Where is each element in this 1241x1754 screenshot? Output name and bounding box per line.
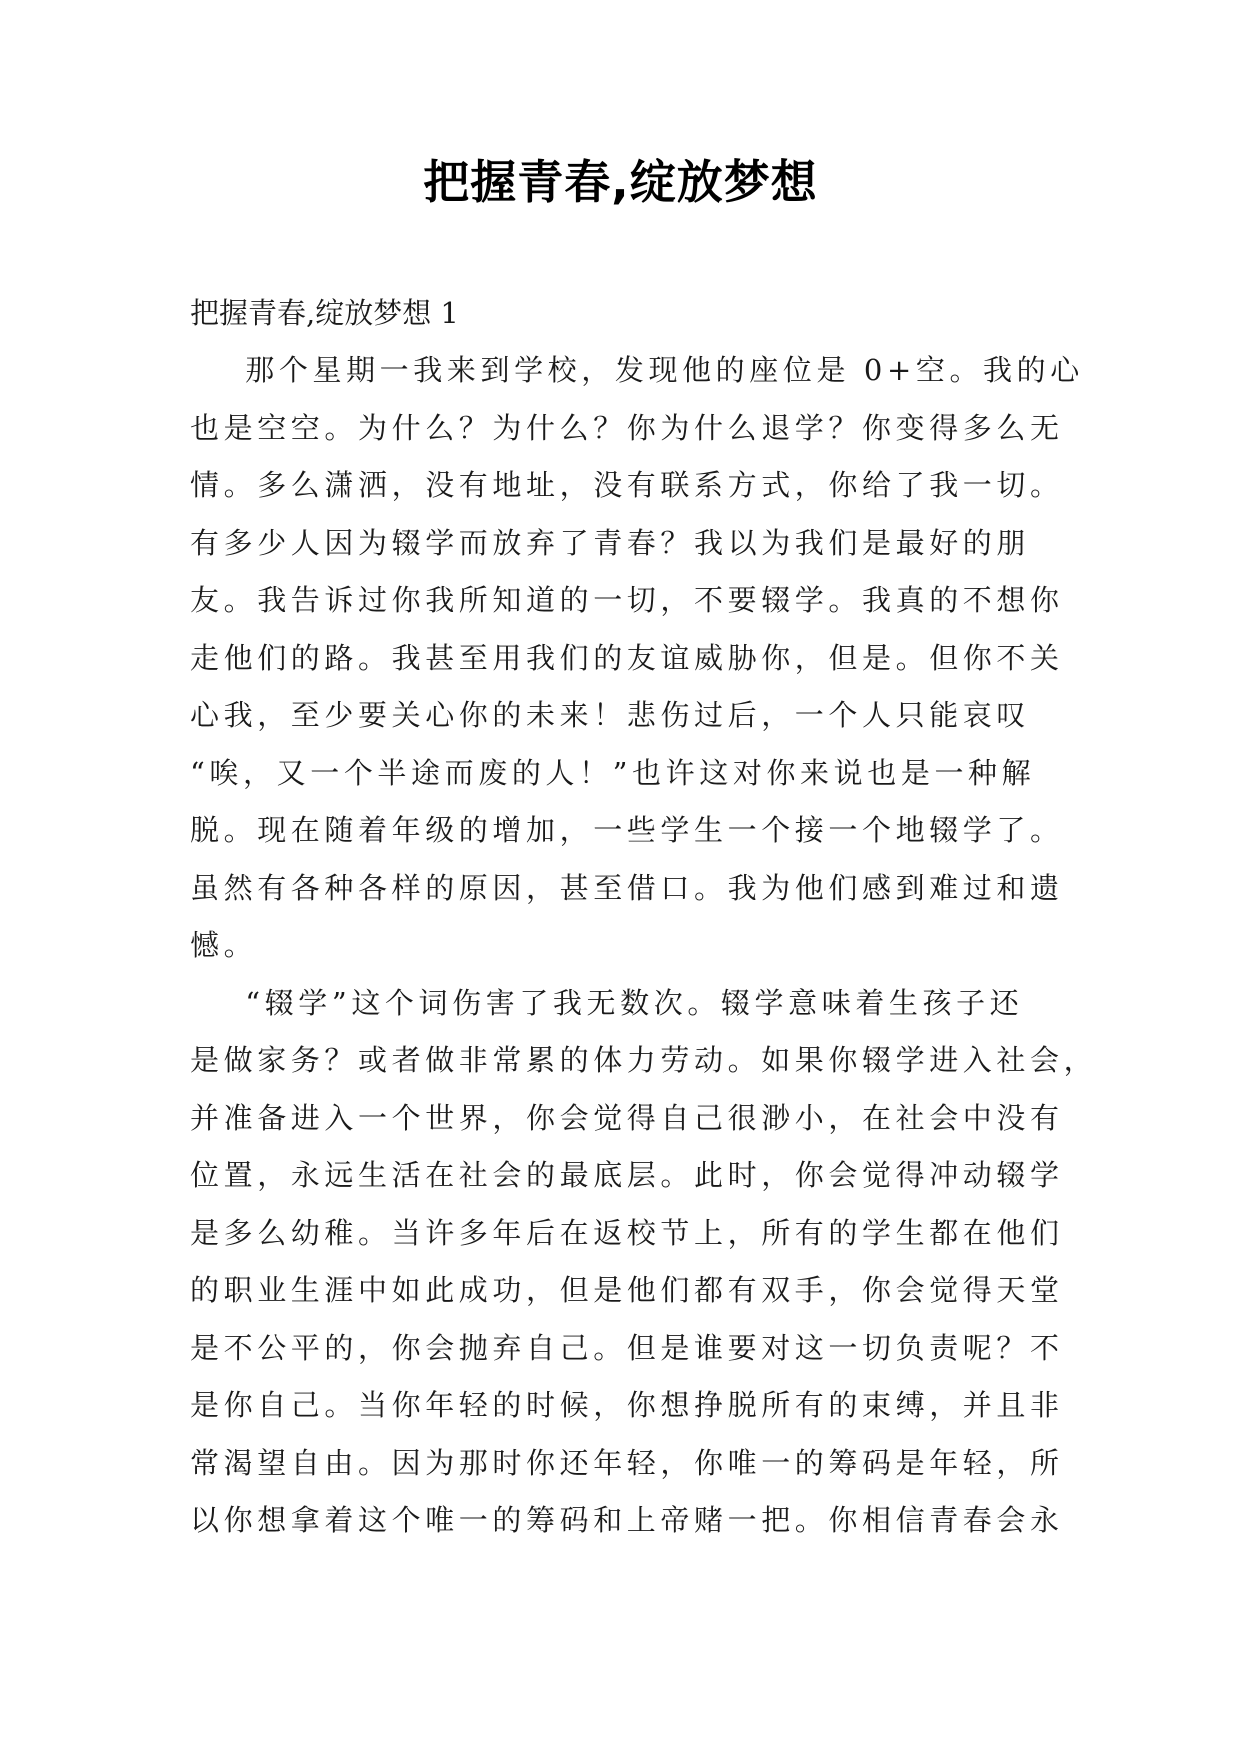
text-line: 是你自己。当你年轻的时候，你想挣脱所有的束缚，并且非 (190, 1388, 1064, 1422)
text-line: 是不公平的，你会抛弃自己。但是谁要对这一切负责呢？不 (190, 1330, 1064, 1365)
section-heading: 把握青春,绽放梦想 1 (190, 296, 459, 330)
text-line: 是做家务？或者做非常累的体力劳动。如果你辍学进入社会， (190, 1043, 1098, 1077)
text-line: 常渴望自由。因为那时你还年轻，你唯一的筹码是年轻，所 (190, 1445, 1064, 1480)
text-line: 憾。 (190, 928, 258, 962)
text-line: 那个星期一我来到学校，发现他的座位是 0+空。我的心 (190, 353, 1084, 387)
text-line: 心我，至少要关心你的未来！悲伤过后，一个人只能哀叹 (190, 698, 1031, 732)
text-line: 脱。现在随着年级的增加，一些学生一个接一个地辍学了。 (190, 813, 1064, 847)
text-line: 并准备进入一个世界，你会觉得自己很渺小，在社会中没有 (190, 1100, 1064, 1135)
text-line: 走他们的路。我甚至用我们的友谊威胁你，但是。但你不关 (190, 640, 1064, 675)
paragraph-1 (190, 342, 1084, 975)
text-line: 是多么幼稚。当许多年后在返校节上，所有的学生都在他们 (190, 1215, 1064, 1250)
text-line: 也是空空。为什么？为什么？你为什么退学？你变得多么无 (190, 410, 1064, 445)
paragraph-2 (190, 975, 1098, 1550)
text-line: 的职业生涯中如此成功，但是他们都有双手，你会觉得天堂 (190, 1273, 1064, 1307)
text-line: 虽然有各种各样的原因，甚至借口。我为他们感到难过和遗 (190, 870, 1064, 905)
text-line: 有多少人因为辍学而放弃了青春？我以为我们是最好的朋 (190, 525, 1031, 560)
text-line: 位置，永远生活在社会的最底层。此时，你会觉得冲动辍学 (190, 1158, 1064, 1192)
document-body (190, 285, 1098, 1550)
text-line: 以你想拿着这个唯一的筹码和上帝赌一把。你相信青春会永 (190, 1503, 1064, 1537)
text-line: 情。多么潇洒，没有地址，没有联系方式，你给了我一切。 (190, 468, 1064, 502)
text-line: “唉，又一个半途而废的人！”也许这对你来说也是一种解 (190, 755, 1036, 790)
document-title: 把握青春,绽放梦想 (423, 155, 818, 209)
text-line: “辍学”这个词伤害了我无数次。辍学意味着生孩子还 (190, 985, 1024, 1020)
text-line: 友。我告诉过你我所知道的一切，不要辍学。我真的不想你 (190, 583, 1064, 617)
